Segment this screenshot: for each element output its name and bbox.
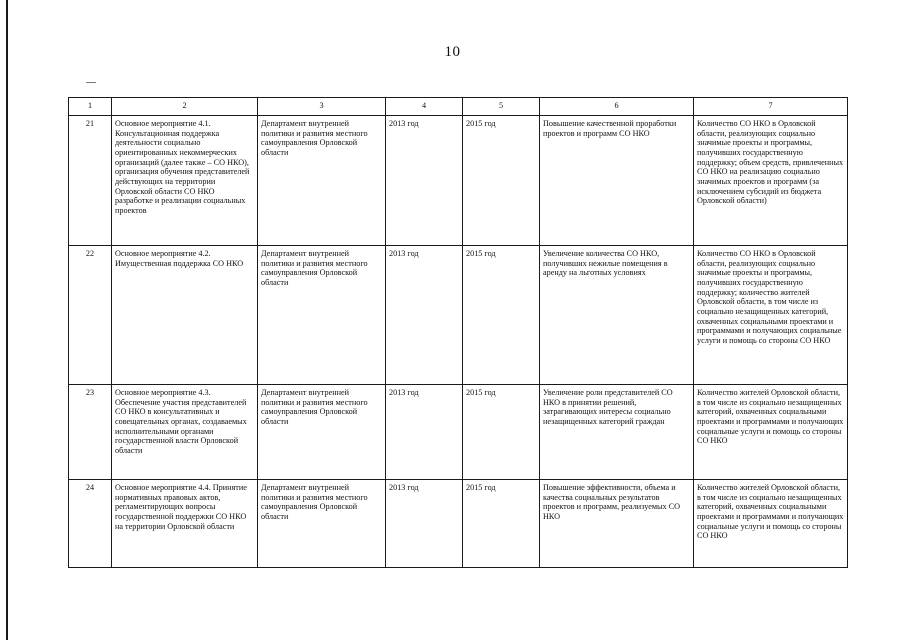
header-col-6: 6	[540, 98, 694, 116]
start-year-cell: 2013 год	[386, 480, 463, 568]
header-col-7: 7	[694, 98, 848, 116]
row-number: 22	[69, 246, 112, 385]
indicator-cell: Количество СО НКО в Орловской области, реализующих социально значимые проекты и программы, получивших государственную поддержку; объем средств, привлеченных СО НКО на реализацию социально значимых проектов и программ (за исключением субсидий из бюджета Орловской области)	[694, 116, 848, 246]
expected-result-cell: Увеличение роли представителей СО НКО в принятии решений, затрагивающих интересы социально незащищенных категорий граждан	[540, 385, 694, 480]
executor-cell: Департамент внутренней политики и развития местного самоуправления Орловской области	[258, 246, 386, 385]
table-row	[69, 246, 848, 385]
expected-result-cell: Повышение качественной проработки проектов и программ СО НКО	[540, 116, 694, 246]
scan-left-border	[6, 0, 8, 640]
indicator-cell: Количество жителей Орловской области, в том числе из социально незащищенных категорий, охваченных социальными проектами и программами и получающих социальные услуги и помощь со стороны СО НКО	[694, 480, 848, 568]
end-year-cell: 2015 год	[463, 116, 540, 246]
start-year-cell: 2013 год	[386, 116, 463, 246]
scan-artifact-mark	[86, 82, 96, 83]
row-number: 23	[69, 385, 112, 480]
table-row	[69, 116, 848, 246]
measure-cell: Основное мероприятие 4.2. Имущественная поддержка СО НКО	[112, 246, 258, 385]
indicator-cell: Количество жителей Орловской области, в том числе из социально незащищенных категорий, охваченных социальными проектами и программами и получающих социальные услуги и помощь со стороны СО НКО	[694, 385, 848, 480]
start-year-cell: 2013 год	[386, 385, 463, 480]
table-row	[69, 385, 848, 480]
header-col-5: 5	[463, 98, 540, 116]
header-col-3: 3	[258, 98, 386, 116]
row-number: 21	[69, 116, 112, 246]
end-year-cell: 2015 год	[463, 480, 540, 568]
indicator-cell: Количество СО НКО в Орловской области, реализующих социально значимые проекты и программы, получивших государственную поддержку; количество жителей Орловской области, в том числе из социально незащищенных категорий, охваченных социальными проектами и программами и получающих социальные услуги и помощь со стороны СО НКО	[694, 246, 848, 385]
header-col-2: 2	[112, 98, 258, 116]
measure-cell: Основное мероприятие 4.1. Консультационная поддержка деятельности социально ориентированных некоммерческих организаций (далее также – СО НКО), организация обучения представителей действующих на территории Орловской области СО НКО разработке и реализации социальных проектов	[112, 116, 258, 246]
measure-cell: Основное мероприятие 4.3. Обеспечение участия представителей СО НКО в консультативных и совещательных органах, создаваемых исполнительными органами государственной власти Орловской области	[112, 385, 258, 480]
table-row	[69, 480, 848, 568]
executor-cell: Департамент внутренней политики и развития местного самоуправления Орловской области	[258, 480, 386, 568]
row-number: 24	[69, 480, 112, 568]
start-year-cell: 2013 год	[386, 246, 463, 385]
expected-result-cell: Увеличение количества СО НКО, получивших нежилые помещения в аренду на льготных условиях	[540, 246, 694, 385]
header-col-1: 1	[69, 98, 112, 116]
end-year-cell: 2015 год	[463, 385, 540, 480]
executor-cell: Департамент внутренней политики и развития местного самоуправления Орловской области	[258, 116, 386, 246]
table-header-row	[69, 98, 848, 116]
end-year-cell: 2015 год	[463, 246, 540, 385]
page-number: 10	[444, 44, 461, 60]
header-col-4: 4	[386, 98, 463, 116]
executor-cell: Департамент внутренней политики и развития местного самоуправления Орловской области	[258, 385, 386, 480]
measure-cell: Основное мероприятие 4.4. Принятие нормативных правовых актов, регламентирующих вопросы государственной поддержки СО НКО на территории Орловской области	[112, 480, 258, 568]
expected-result-cell: Повышение эффективности, объема и качества социальных результатов проектов и программ, реализуемых СО НКО	[540, 480, 694, 568]
measures-table	[68, 97, 848, 568]
